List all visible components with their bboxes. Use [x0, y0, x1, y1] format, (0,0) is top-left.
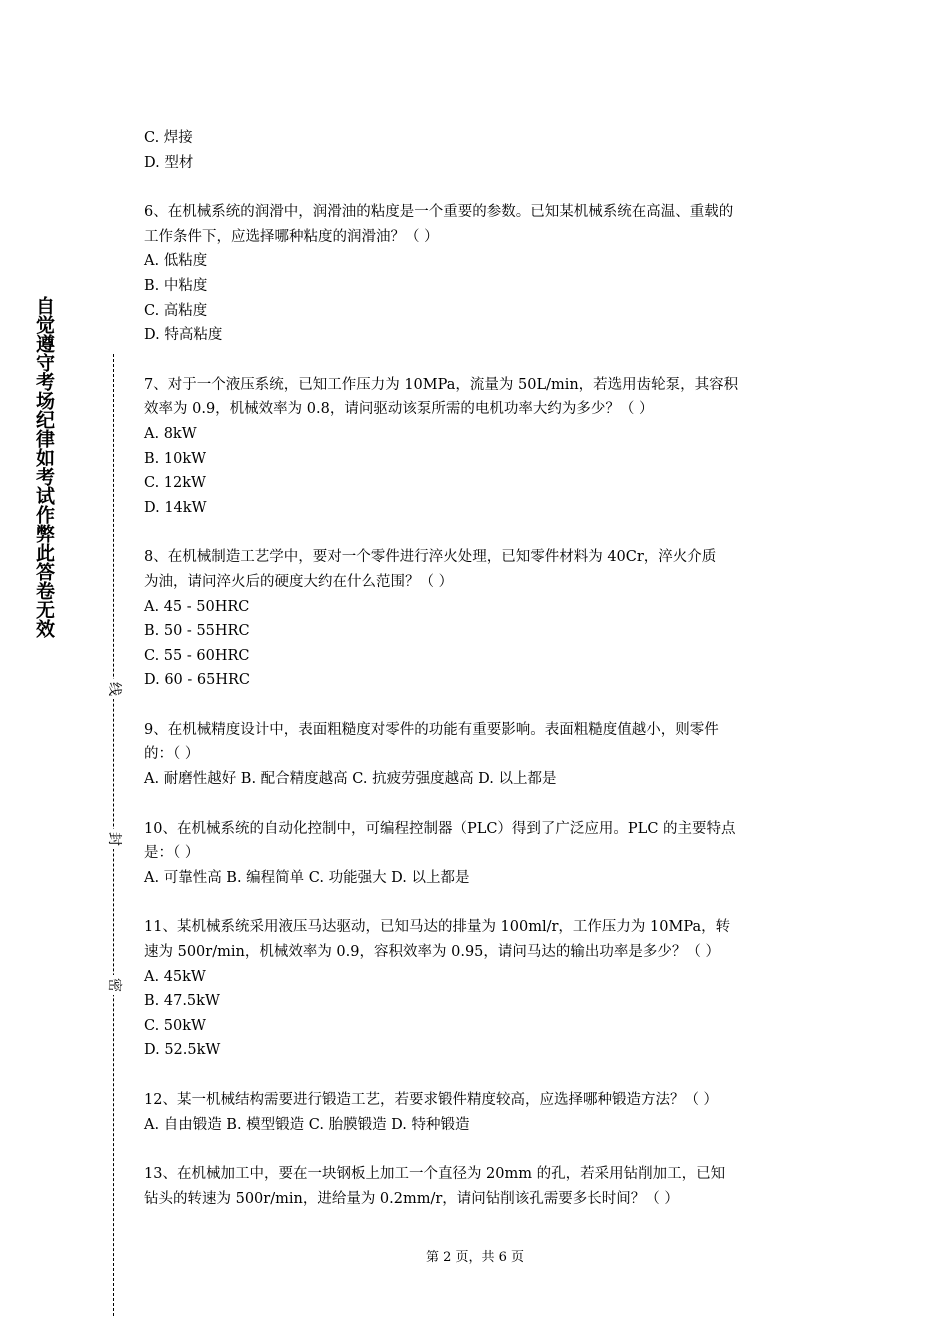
question-q12 [144, 1088, 810, 1137]
cut-label-secret: 密 [103, 975, 125, 995]
answer-option: D. 14kW [144, 499, 207, 516]
answer-option: D. 特高粘度 [144, 327, 223, 344]
question-stem-line: 速为 500r/min，机械效率为 0.9，容积效率为 0.95，请问马达的输出功率是多少？（ ） [144, 944, 720, 961]
answer-option: B. 47.5kW [144, 993, 220, 1010]
answer-option: A. 8kW [144, 425, 197, 442]
cut-label-line: 线 [103, 679, 125, 699]
question-stem-line: 是：（ ） [144, 845, 200, 862]
answer-option: D. 型材 [144, 154, 194, 171]
question-stem-line: 为油，请问淬火后的硬度大约在什么范围？（ ） [144, 573, 454, 590]
question-stem-line: 的：（ ） [144, 746, 200, 763]
answer-option: A. 45kW [144, 968, 206, 985]
answer-option: D. 60 - 65HRC [144, 672, 251, 689]
question-q11 [144, 915, 810, 1063]
question-q13 [144, 1162, 810, 1211]
question-stem-line: 13、在机械加工中，要在一块钢板上加工一个直径为 20mm 的孔，若采用钻削加工，已知 [144, 1166, 726, 1183]
answer-option: C. 12kW [144, 475, 206, 492]
answer-option: A. 低粘度 [144, 253, 208, 270]
question-q10 [144, 817, 810, 891]
question-stem-line: 12、某一机械结构需要进行锻造工艺，若要求锻件精度较高，应选择哪种锻造方法？（ ） [144, 1092, 719, 1108]
answer-option: B. 10kW [144, 450, 207, 467]
answer-option: C. 55 - 60HRC [144, 647, 250, 664]
answer-option: A. 自由锻造 B. 模型锻造 C. 胎膜锻造 D. 特种锻造 [144, 1116, 470, 1133]
question-stem-line: 6、在机械系统的润滑中，润滑油的粘度是一个重要的参数。已知某机械系统在高温、重载的 [144, 204, 734, 221]
answer-option: D. 52.5kW [144, 1042, 221, 1059]
answer-option: A. 45 - 50HRC [144, 598, 250, 615]
exam-discipline-notice: 自觉遵守考场纪律如考试作弊此答卷无效 [33, 296, 55, 638]
question-stem-line: 8、在机械制造工艺学中，要对一个零件进行淬火处理，已知零件材料为 40Cr，淬火介质 [144, 549, 717, 566]
question-q7 [144, 373, 810, 521]
question-stem-line: 效率为 0.9，机械效率为 0.8，请问驱动该泵所需的电机功率大约为多少？（ ） [144, 401, 654, 418]
page-number: 第 2 页，共 6 页 [425, 1250, 525, 1265]
answer-option: A. 耐磨性越好 B. 配合精度越高 C. 抗疲劳强度越高 D. 以上都是 [144, 771, 557, 788]
answer-option: B. 中粘度 [144, 277, 208, 294]
question-stem-line: 11、某机械系统采用液压马达驱动，已知马达的排量为 100ml/r，工作压力为 10MPa，转 [144, 919, 731, 936]
answer-option: A. 可靠性高 B. 编程简单 C. 功能强大 D. 以上都是 [144, 869, 470, 886]
question-stem-line: 7、对于一个液压系统，已知工作压力为 10MPa，流量为 50L/min，若选用齿轮泵，其容积 [144, 376, 739, 393]
question-q5_tail [144, 126, 810, 175]
question-stem-line: 9、在机械精度设计中，表面粗糙度对零件的功能有重要影响。表面粗糙度值越小，则零件 [144, 721, 719, 738]
answer-option: C. 高粘度 [144, 302, 208, 319]
question-stem-line: 钻头的转速为 500r/min，进给量为 0.2mm/r，请问钻削该孔需要多长时间？（ ） [144, 1190, 679, 1207]
question-q8 [144, 545, 810, 693]
question-list [144, 126, 810, 1211]
cut-label-seal: 封 [103, 829, 125, 849]
question-stem-line: 工作条件下，应选择哪种粘度的润滑油？（ ） [144, 228, 439, 245]
question-stem-line: 10、在机械系统的自动化控制中，可编程控制器（PLC）得到了广泛应用。PLC 的主要特点 [144, 820, 736, 837]
question-q6 [144, 200, 810, 348]
question-q9 [144, 718, 810, 792]
answer-option: C. 焊接 [144, 130, 193, 146]
answer-option: C. 50kW [144, 1017, 206, 1034]
answer-option: B. 50 - 55HRC [144, 623, 250, 640]
